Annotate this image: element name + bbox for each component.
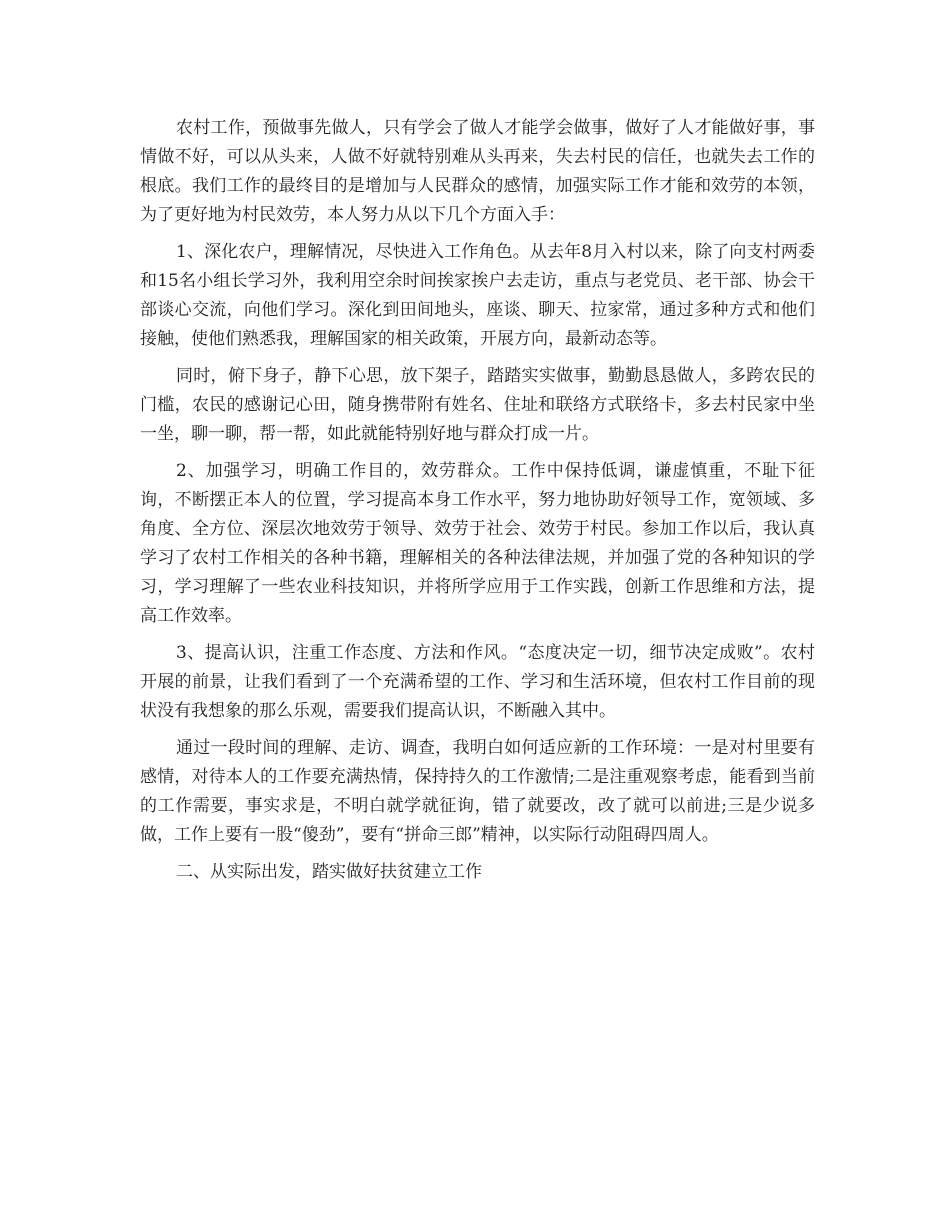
paragraph-point-3: 3、提高认识，注重工作态度、方法和作风。“态度决定一切，细节决定成败”。农村开展的前景，让我们看到了一个充满希望的工作、学习和生活环境，但农村工作目前的现状没有我想象的那么乐观，需要我们提高认识，不断融入其中。 <box>140 643 815 721</box>
paragraph-point-2: 2、加强学习，明确工作目的，效劳群众。工作中保持低调，谦虚慎重，不耻下征询，不断摆正本人的位置，学习提高本身工作水平，努力地协助好领导工作，宽领域、多角度、全方位、深层次地效劳于领导、效劳于社会、效劳于村民。参加工作以后，我认真学习了农村工作相关的各种书籍，理解相关的各种法律法规，并加强了党的各种知识的学习，学习理解了一些农业科技知识，并将所学应用于工作实践，创新工作思维和方法，提高工作效率。 <box>140 461 815 626</box>
paragraph-intro: 农村工作，预做事先做人，只有学会了做人才能学会做事，做好了人才能做好事，事情做不好，可以从头来，人做不好就特别难从头再来，失去村民的信任，也就失去工作的根底。我们工作的最终目的是增加与人民群众的感情，加强实际工作才能和效劳的本领，为了更好地为村民效劳，本人努力从以下几个方面入手： <box>140 118 815 225</box>
paragraph-point-3-continued: 通过一段时间的理解、走访、调查，我明白如何适应新的工作环境：一是对村里要有感情，对待本人的工作要充满热情，保持持久的工作激情;二是注重观察考虑，能看到当前的工作需要，事实求是，不明白就学就征询，错了就要改，改了就可以前进;三是少说多做，工作上要有一股“傻劲”，要有“拼命三郎”精神，以实际行动阻碍四周人。 <box>140 738 815 845</box>
paragraph-point-1-continued: 同时，俯下身子，静下心思，放下架子，踏踏实实做事，勤勤恳恳做人，多跨农民的门槛，农民的感谢记心田，随身携带附有姓名、住址和联络方式联络卡，多去村民家中坐一坐，聊一聊，帮一帮，如此就能特别好地与群众打成一片。 <box>140 366 815 444</box>
paragraph-point-1: 1、深化农户，理解情况，尽快进入工作角色。从去年8月入村以来，除了向支村两委和15名小组长学习外，我利用空余时间挨家挨户去走访，重点与老党员、老干部、协会干部谈心交流，向他们学习。深化到田间地头，座谈、聊天、拉家常，通过多种方式和他们接触，使他们熟悉我，理解国家的相关政策，开展方向，最新动态等。 <box>140 242 815 349</box>
section-heading-2: 二、从实际出发，踏实做好扶贫建立工作 <box>176 862 482 882</box>
document-body <box>140 114 815 887</box>
